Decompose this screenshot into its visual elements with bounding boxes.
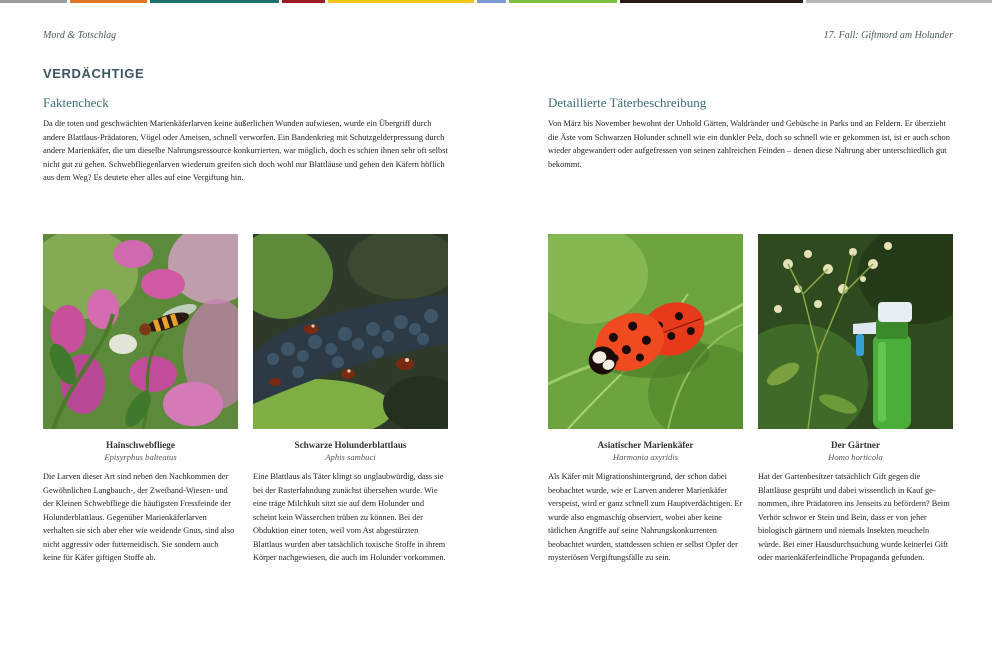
running-head-left: Mord & Totschlag bbox=[43, 30, 117, 41]
running-head-right: 17. Fall: Giftmord am Holunder bbox=[823, 30, 953, 41]
suspect-card bbox=[253, 234, 448, 565]
taeterbeschreibung-text: Von März bis November bewohnt der Unhold Gärten, Waldränder und Gebüsche in Parks und an Feldern. Er überzieht die Äste vom Schwarzen Holunder schnell wie ein dunkler Pelz, doch so schnell wie er gekommen ist, ist er auch schon wieder abgewandert oder aufgefressen von seinen zahlreichen Feinden – denen diese Nahrung aber unterschiedlich gut bekommt. bbox=[548, 119, 950, 169]
suspect-name: Der Gärtner bbox=[830, 440, 881, 450]
suspect-description: Die Larven dieser Art sind neben den Nachkommen der Gewöhnlichen Langbauch-, der Zweiband-Wiesen- und der Kleinen Schwebfliege die häufigsten Fressfeinde der Holunderblattlaus. Gegenüber Marienkäferlarven verhalten sie sich aber eher wie weidende Gnus, sind also nicht aggressiv oder futterneidisch. Sie sondern auch keine für Käfer giftigen Stoffe ab. bbox=[43, 472, 235, 562]
color-strip-segment bbox=[509, 0, 617, 3]
color-strip-segment bbox=[328, 0, 474, 3]
color-strip-segment bbox=[477, 0, 506, 3]
suspect-name: Hainschwebfliege bbox=[106, 440, 175, 450]
aphid-photo bbox=[253, 234, 448, 429]
suspect-latin-name: Episyrphus balteatus bbox=[104, 452, 177, 462]
color-strip-segment bbox=[282, 0, 325, 3]
suspect-name: Asiatischer Marienkäfer bbox=[597, 440, 694, 450]
faktencheck-text: Da die toten und geschwächten Marienkäferlarven keine äußerlichen Wunden aufwiesen, wurde ein Übergriff durch andere Blattlaus-Prädatoren, Vögel oder Ameisen, schnell verworfen. Ein Bandenkrieg mit Schutzgelderpressung durch andere Marienkäfer, die um dieselbe Nahrungsressource konkurrierten, war möglich, doch es schien ihnen sehr oft selbst nicht gut zu gehen. Schwebfliegenlarven wiederum greifen sich doch wohl nur Blattläuse und gehen den Käfern höflich aus dem Weg? Es deutete eher alles auf eine Vergiftung hin. bbox=[43, 119, 448, 182]
suspect-description: Eine Blattlaus als Täter klingt so unglaubwürdig, dass sie bei der Rasterfahndung zunächst übersehen wurde. Wie eine träge Milchkuh sitzt sie auf dem Holunder und scheint kein Wässerchen trüben zu können. Bei der Obduktion einer toten, weil vom Ast abgestürzten Blattlaus wurden aber tatsächlich toxische Stoffe in ihrem Körper nachgewiesen, die auch im Holunder vorkommen. bbox=[253, 472, 446, 562]
suspect-latin-name: Aphis sambuci bbox=[325, 452, 376, 462]
spray-bottle-photo bbox=[758, 234, 953, 429]
faktencheck-heading: Faktencheck bbox=[43, 95, 109, 110]
hoverfly-photo bbox=[43, 234, 238, 429]
taeterbeschreibung-heading: Detaillierte Täterbeschreibung bbox=[548, 95, 707, 110]
color-strip-segment bbox=[806, 0, 992, 3]
section-title: VERDÄCHTIGE bbox=[43, 66, 145, 81]
color-strip-segment bbox=[0, 0, 67, 3]
color-strip bbox=[0, 0, 995, 4]
suspect-card bbox=[758, 234, 953, 565]
suspect-card bbox=[548, 234, 743, 565]
suspect-latin-name: Harmonia axyridis bbox=[612, 452, 679, 462]
color-strip-segment bbox=[150, 0, 280, 3]
suspect-latin-name: Homo horticola bbox=[828, 452, 883, 462]
suspect-name: Schwarze Holunderblattlaus bbox=[294, 440, 407, 450]
suspect-card bbox=[43, 234, 238, 565]
color-strip-segment bbox=[70, 0, 147, 3]
suspect-description: Hat der Gartenbesitzer tatsächlich Gift gegen die Blattläuse gesprüht und dabei wissentlich in Kauf genommen, ihre Prädatoren ins Jenseits zu befördern? Beim Verhör schwor er Stein und Bein, dass er von jeher biologisch gärtnern und niemals Insekten meucheln würde. Bei einer Hausdurchsuchung wurde keinerlei Gift oder marienkäferfeindliche Propaganda gefunden. bbox=[758, 472, 950, 562]
ladybird-photo bbox=[548, 234, 743, 429]
suspect-description: Als Käfer mit Migrationshintergrund, der schon dabei beobachtet wurde, wie er Larven anderer Marienkäfer verspeist, wird er ganz schnell zum Hauptverdächtigen. Er wurde also engmaschig observiert, wobei aber keine tätlichen Angriffe auf seine Nahrungskonkurrenten beobachtet wurden, stattdessen schien er selbst Opfer der mysteriösen Vergiftungsfälle zu sein. bbox=[548, 472, 743, 562]
color-strip-segment bbox=[620, 0, 804, 3]
